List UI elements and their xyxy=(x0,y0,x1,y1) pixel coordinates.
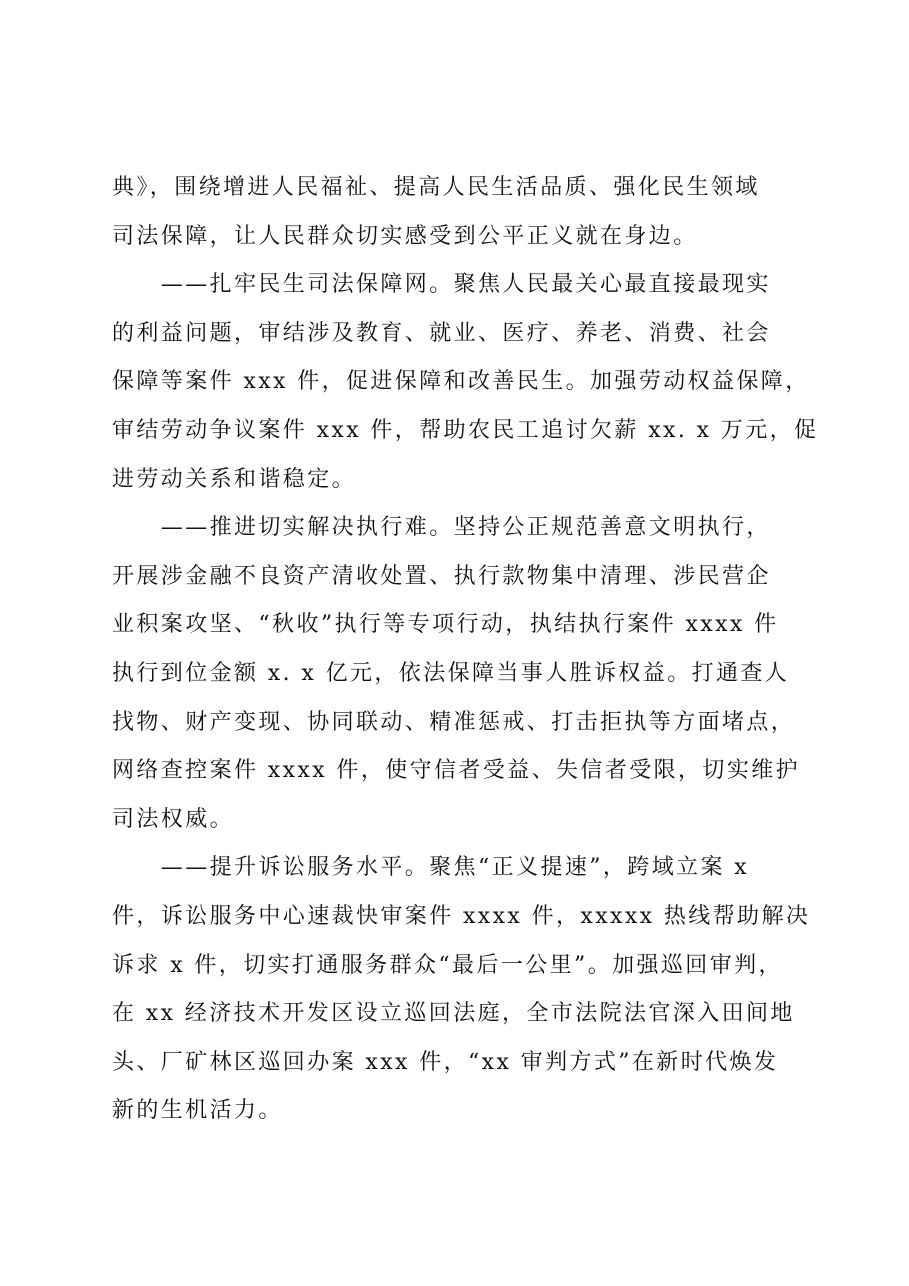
text-line: 执行到位金额 x. x 亿元，依法保障当事人胜诉权益。打通查人 xyxy=(112,660,790,686)
text-line: 业积案攻坚、“秋收”执行等专项行动，执结执行案件 xxxx 件 xyxy=(112,612,779,638)
text-line: ——提升诉讼服务水平。聚焦“正义提速”，跨域立案 x xyxy=(112,855,750,881)
text-line: 件，诉讼服务中心速裁快审案件 xxxx 件，xxxxx 热线帮助解决 xyxy=(112,903,811,929)
text-line: 找物、财产变现、协同联动、精准惩戒、打击拒执等方面堵点， xyxy=(112,709,796,735)
text-line: 进劳动关系和谐稳定。 xyxy=(112,466,357,492)
text-line: 司法权威。 xyxy=(112,806,235,832)
text-line: 保障等案件 xxx 件，促进保障和改善民生。加强劳动权益保障， xyxy=(112,369,810,395)
text-line: 的利益问题，审结涉及教育、就业、医疗、养老、消费、社会 xyxy=(112,320,771,346)
text-line: 在 xx 经济技术开发区设立巡回法庭，全市法院法官深入田间地 xyxy=(112,1001,795,1027)
text-line: 网络查控案件 xxxx 件，使守信者受益、失信者受限，切实维护 xyxy=(112,758,801,784)
text-line: 开展涉金融不良资产清收处置、执行款物集中清理、涉民营企 xyxy=(112,563,771,589)
text-line: 典》，围绕增进人民福祉、提高人民生活品质、强化民生领域 xyxy=(112,175,760,200)
text-line: 审结劳动争议案件 xxx 件，帮助农民工追讨欠薪 xx. x 万元，促 xyxy=(112,417,819,443)
text-line: 新的生机活力。 xyxy=(112,1098,283,1124)
text-line: ——推进切实解决执行难。坚持公正规范善意文明执行， xyxy=(112,515,771,541)
text-line: 头、厂矿林区巡回办案 xxx 件，“xx 审判方式”在新时代焕发 xyxy=(112,1049,779,1075)
text-line: 诉求 x 件，切实打通服务群众“最后一公里”。加强巡回审判， xyxy=(112,952,783,978)
text-line: ——扎牢民生司法保障网。聚焦人民最关心最直接最现实 xyxy=(112,272,771,298)
text-line: 司法保障，让人民群众切实感受到公平正义就在身边。 xyxy=(112,223,698,249)
document-body xyxy=(112,164,819,1136)
